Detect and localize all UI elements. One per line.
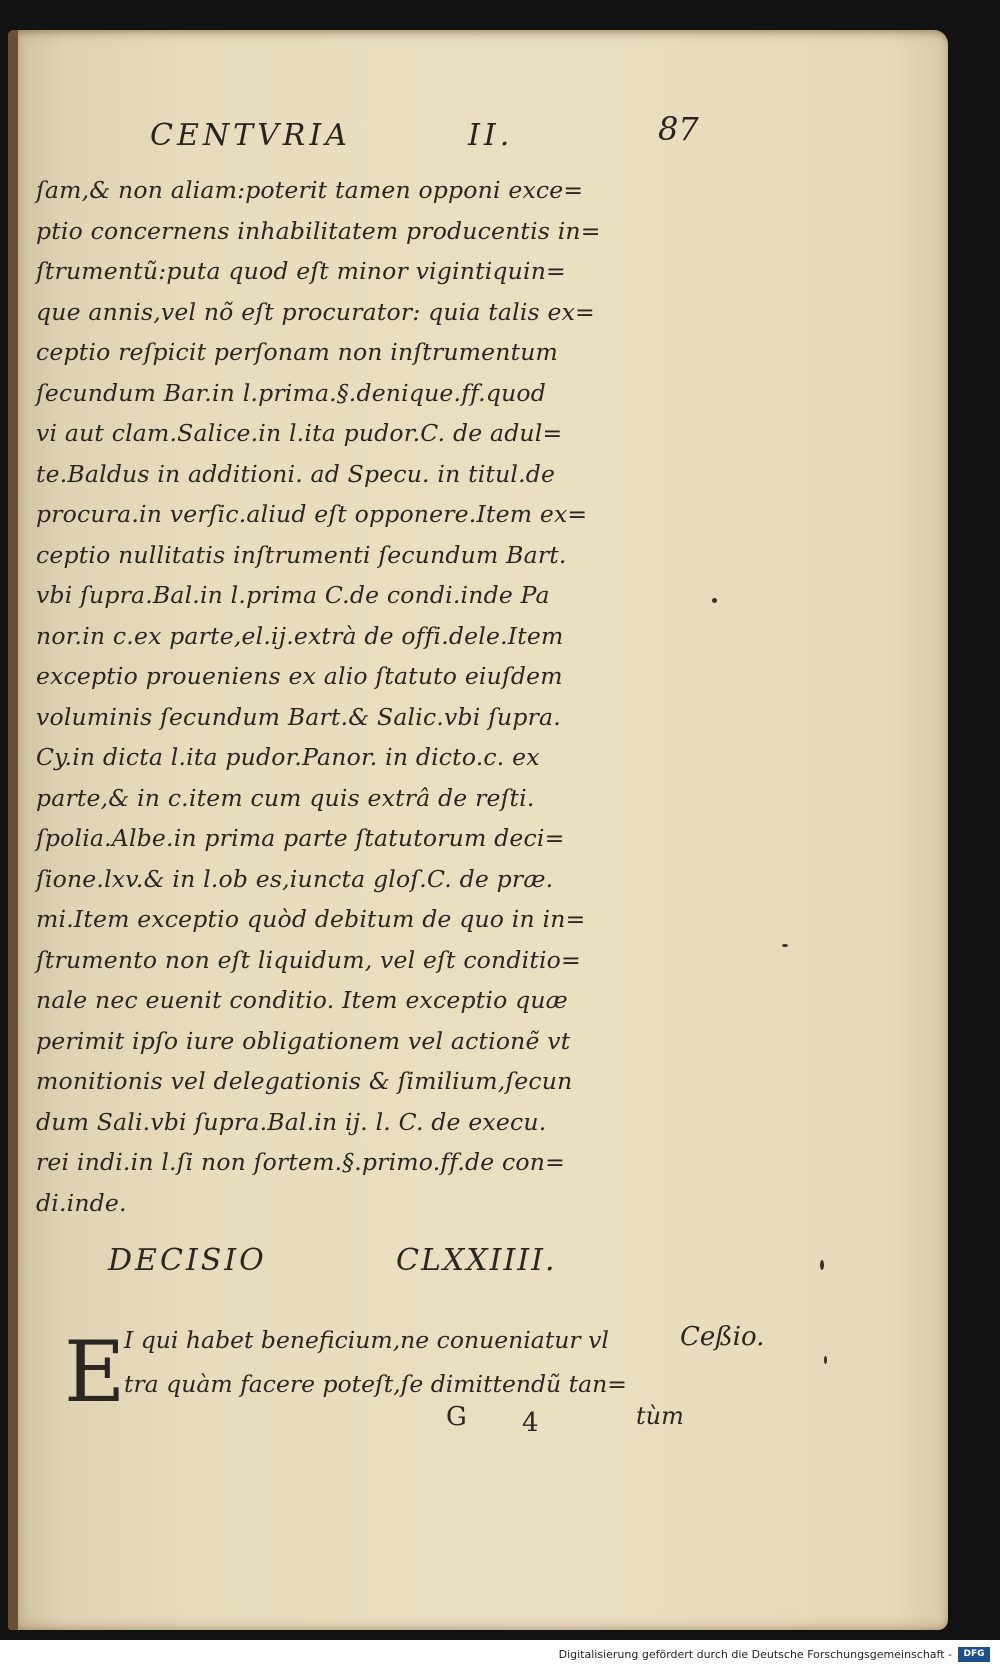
- text-line: ceptio reſpicit perſonam non inſtrumentum: [36, 338, 559, 366]
- text-line: mi.Item exceptio quòd debitum de quo in in=: [36, 905, 586, 933]
- text-line: ſam,& non aliam:poterit tamen opponi exce=: [36, 176, 584, 204]
- running-head-part: II.: [468, 118, 514, 153]
- text-line: monitionis vel delegationis & ſimilium,ſecun: [36, 1067, 573, 1095]
- text-line: rei indi.in l.ſi non ſortem.§.primo.ff.de con=: [36, 1148, 565, 1176]
- text-line: procura.in verſic.aliud eſt opponere.Item ex=: [36, 500, 588, 528]
- drop-capital: E: [64, 1323, 126, 1421]
- dfg-logo: DFG: [958, 1647, 990, 1662]
- running-head-title: CENTVRIA: [150, 118, 351, 153]
- text-line: dum Sali.vbi ſupra.Bal.in ij. l. C. de execu.: [36, 1107, 547, 1136]
- text-line: ceptio nullitatis inſtrumenti ſecundum Bart.: [36, 540, 567, 569]
- text-line: di.inde.: [36, 1188, 127, 1217]
- text-line: Cy.in dicta l.ita pudor.Panor. in dicto.c. ex: [36, 743, 540, 771]
- text-line: nor.in c.ex parte,el.ij.extrà de offi.dele.Item: [36, 621, 564, 650]
- decision-line: I qui habet beneficium,ne conueniatur vl: [124, 1326, 609, 1354]
- text-line: ſtrumentũ:puta quod eſt minor vigintiquin=: [36, 257, 566, 285]
- decisio-heading: [108, 1243, 628, 1287]
- running-head: [150, 110, 710, 166]
- signature-number: 4: [522, 1408, 539, 1438]
- text-line: ſecundum Bar.in l.prima.§.denique.ff.quod: [36, 378, 547, 407]
- decisio-label: DECISIO: [108, 1243, 267, 1278]
- ink-speck: [782, 944, 788, 947]
- catchword: tùm: [636, 1402, 684, 1430]
- signature-letter: G: [446, 1402, 467, 1432]
- text-line: ſione.lxv.& in l.ob es,iuncta gloſ.C. de præ.: [36, 864, 554, 893]
- folio-number: 87: [658, 110, 699, 148]
- marginal-note: Ceßio.: [680, 1322, 765, 1352]
- text-line: exceptio proueniens ex alio ſtatuto eiuſdem: [36, 662, 563, 690]
- decision-line: tra quàm facere poteſt,ſe dimittendũ tan=: [124, 1370, 627, 1398]
- text-line: parte,& in c.item cum quis extrâ de reſti.: [36, 783, 535, 812]
- signature-mark: [446, 1402, 686, 1442]
- text-line: que annis,vel nõ eſt procurator: quia talis ex=: [36, 297, 595, 326]
- text-line: te.Baldus in additioni. ad Specu. in titul.de: [36, 459, 556, 488]
- text-line: ſtrumento non eſt liquidum, vel eſt conditio=: [36, 945, 581, 974]
- decisio-number: CLXXIIII.: [396, 1243, 557, 1278]
- body-text: [36, 170, 686, 1223]
- text-line: voluminis ſecundum Bart.& Salic.vbi ſupra.: [36, 702, 561, 731]
- text-line: ſpolia.Albe.in prima parte ſtatutorum deci=: [36, 824, 565, 852]
- footer-bar: [0, 1640, 1000, 1670]
- text-line: perimit ipſo iure obligationem vel actionẽ vt: [36, 1026, 571, 1055]
- ink-speck: [712, 598, 717, 603]
- text-line: nale nec euenit conditio. Item exceptio quæ: [36, 986, 568, 1014]
- text-line: ptio concernens inhabilitatem producentis in=: [36, 216, 601, 245]
- text-line: vbi ſupra.Bal.in l.prima C.de condi.inde Pa: [36, 581, 550, 609]
- decision-text: [124, 1318, 684, 1406]
- ink-speck: [824, 1356, 827, 1364]
- ink-speck: [820, 1260, 824, 1270]
- text-line: vi aut clam.Salice.in l.ita pudor.C. de adul=: [36, 419, 563, 447]
- page-gutter: [8, 30, 18, 1630]
- footer-credit: Digitalisierung gefördert durch die Deutsche Forschungsgemeinschaft -: [558, 1648, 952, 1661]
